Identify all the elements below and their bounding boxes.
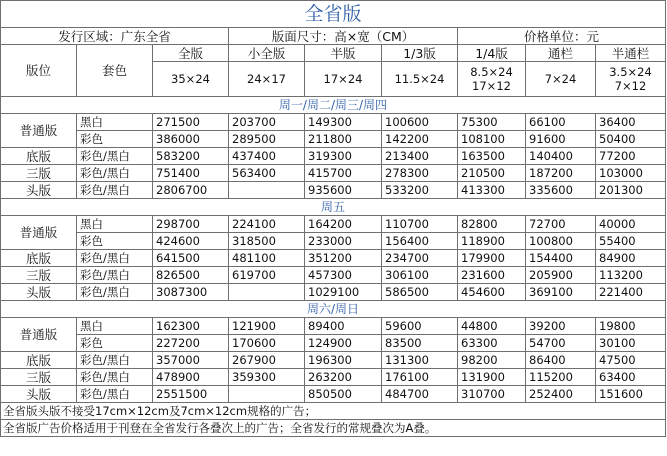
price-cell: 140400 <box>526 148 596 165</box>
color-cell: 黑白 <box>77 216 153 233</box>
price-cell: 619700 <box>229 267 305 284</box>
price-cell: 36400 <box>596 114 666 131</box>
price-cell: 82800 <box>458 216 526 233</box>
price-cell: 149300 <box>305 114 382 131</box>
price-cell: 2806700 <box>153 182 229 199</box>
section-label: 周六/周日 <box>1 301 666 318</box>
price-cell: 179900 <box>458 250 526 267</box>
position-cell: 三版 <box>1 165 77 182</box>
price-cell: 233000 <box>305 233 382 250</box>
price-cell: 484700 <box>382 386 458 403</box>
price-cell: 44800 <box>458 318 526 335</box>
price-cell: 563400 <box>229 165 305 182</box>
price-row <box>1 114 666 131</box>
position-header: 版位 <box>1 45 77 97</box>
section-row <box>1 301 666 318</box>
price-row <box>1 216 666 233</box>
position-cell: 头版 <box>1 182 77 199</box>
price-cell: 47500 <box>596 352 666 369</box>
price-row <box>1 131 666 148</box>
price-cell: 457300 <box>305 267 382 284</box>
price-row <box>1 250 666 267</box>
position-cell: 三版 <box>1 267 77 284</box>
price-cell: 2551500 <box>153 386 229 403</box>
color-cell: 彩色 <box>77 335 153 352</box>
price-cell: 83500 <box>382 335 458 352</box>
price-cell: 357000 <box>153 352 229 369</box>
price-cell: 319300 <box>305 148 382 165</box>
price-cell: 850500 <box>305 386 382 403</box>
color-cell: 彩色/黑白 <box>77 182 153 199</box>
position-cell: 底版 <box>1 250 77 267</box>
size-value: 17×24 <box>323 71 363 86</box>
info-row <box>1 28 666 45</box>
price-cell: 252400 <box>526 386 596 403</box>
column-size <box>229 62 305 97</box>
price-cell <box>229 386 305 403</box>
column-name: 半通栏 <box>596 45 666 62</box>
price-cell: 306100 <box>382 267 458 284</box>
price-cell: 263200 <box>305 369 382 386</box>
note-text: 全省版头版不接受17cm×12cm及7cm×12cm规格的广告； <box>1 403 666 420</box>
price-cell: 63400 <box>596 369 666 386</box>
size-value-alt: 7×12 <box>614 79 647 93</box>
price-row <box>1 318 666 335</box>
price-cell: 39200 <box>526 318 596 335</box>
price-row <box>1 335 666 352</box>
color-cell: 彩色 <box>77 233 153 250</box>
price-cell: 72700 <box>526 216 596 233</box>
section-row <box>1 97 666 114</box>
column-size <box>305 62 382 97</box>
price-cell: 103000 <box>596 165 666 182</box>
unit-label: 价格单位：元 <box>458 28 666 45</box>
size-label: 版面尺寸：高×宽（CM） <box>229 28 458 45</box>
price-cell: 100800 <box>526 233 596 250</box>
note-row <box>1 420 666 437</box>
price-cell: 50400 <box>596 131 666 148</box>
price-cell: 205900 <box>526 267 596 284</box>
column-name: 半版 <box>305 45 382 62</box>
position-cell: 底版 <box>1 352 77 369</box>
price-cell: 110700 <box>382 216 458 233</box>
price-cell: 386000 <box>153 131 229 148</box>
price-row <box>1 267 666 284</box>
price-cell: 77200 <box>596 148 666 165</box>
color-cell: 彩色/黑白 <box>77 369 153 386</box>
price-cell: 267900 <box>229 352 305 369</box>
price-cell: 413300 <box>458 182 526 199</box>
section-label: 周五 <box>1 199 666 216</box>
price-cell: 3087300 <box>153 284 229 301</box>
price-cell: 641500 <box>153 250 229 267</box>
price-cell: 359300 <box>229 369 305 386</box>
column-name-row <box>1 45 666 62</box>
price-cell: 108100 <box>458 131 526 148</box>
section-label: 周一/周二/周三/周四 <box>1 97 666 114</box>
price-cell: 66100 <box>526 114 596 131</box>
price-cell: 234700 <box>382 250 458 267</box>
price-cell: 151600 <box>596 386 666 403</box>
price-cell: 271500 <box>153 114 229 131</box>
price-cell: 176100 <box>382 369 458 386</box>
price-cell: 170600 <box>229 335 305 352</box>
title-row <box>1 1 666 28</box>
price-table-body <box>1 1 666 437</box>
position-cell: 普通版 <box>1 216 77 250</box>
price-cell: 124900 <box>305 335 382 352</box>
note-row <box>1 403 666 420</box>
price-cell: 478900 <box>153 369 229 386</box>
column-size <box>458 62 526 97</box>
price-cell: 163500 <box>458 148 526 165</box>
price-cell: 278300 <box>382 165 458 182</box>
price-cell: 142200 <box>382 131 458 148</box>
price-cell: 351200 <box>305 250 382 267</box>
price-cell: 113200 <box>596 267 666 284</box>
price-cell: 75300 <box>458 114 526 131</box>
page-title: 全省版 <box>1 1 666 28</box>
price-cell: 335600 <box>526 182 596 199</box>
price-cell: 196300 <box>305 352 382 369</box>
price-cell: 63300 <box>458 335 526 352</box>
price-cell: 210500 <box>458 165 526 182</box>
price-cell: 55400 <box>596 233 666 250</box>
price-cell: 369100 <box>526 284 596 301</box>
price-row <box>1 165 666 182</box>
position-cell: 底版 <box>1 148 77 165</box>
column-size <box>596 62 666 97</box>
price-cell: 1029100 <box>305 284 382 301</box>
price-cell: 118900 <box>458 233 526 250</box>
column-name: 通栏 <box>526 45 596 62</box>
position-cell: 普通版 <box>1 318 77 352</box>
price-cell: 289500 <box>229 131 305 148</box>
price-cell: 84900 <box>596 250 666 267</box>
column-size <box>153 62 229 97</box>
price-cell: 154400 <box>526 250 596 267</box>
price-cell: 221400 <box>596 284 666 301</box>
price-cell: 586500 <box>382 284 458 301</box>
position-cell: 头版 <box>1 386 77 403</box>
price-row <box>1 369 666 386</box>
section-row <box>1 199 666 216</box>
size-value: 24×17 <box>247 71 286 86</box>
price-cell: 227200 <box>153 335 229 352</box>
color-cell: 彩色/黑白 <box>77 267 153 284</box>
price-cell: 162300 <box>153 318 229 335</box>
size-value-alt: 17×12 <box>472 79 511 93</box>
size-value: 11.5×24 <box>394 71 445 86</box>
column-name: 小全版 <box>229 45 305 62</box>
size-value: 7×24 <box>544 71 577 86</box>
column-size <box>526 62 596 97</box>
price-cell: 121900 <box>229 318 305 335</box>
column-name: 1/3版 <box>382 45 458 62</box>
price-cell: 164200 <box>305 216 382 233</box>
column-name: 全版 <box>153 45 229 62</box>
price-cell: 211800 <box>305 131 382 148</box>
size-value: 8.5×24 <box>470 65 513 79</box>
price-cell: 224100 <box>229 216 305 233</box>
price-cell: 54700 <box>526 335 596 352</box>
note-text: 全省版广告价格适用于刊登在全省发行各叠次上的广告；全省发行的常规叠次为A叠。 <box>1 420 666 437</box>
column-size <box>382 62 458 97</box>
price-cell: 91600 <box>526 131 596 148</box>
price-cell: 98200 <box>458 352 526 369</box>
price-cell: 19800 <box>596 318 666 335</box>
price-cell: 826500 <box>153 267 229 284</box>
price-cell: 415700 <box>305 165 382 182</box>
price-cell: 156400 <box>382 233 458 250</box>
color-cell: 彩色/黑白 <box>77 250 153 267</box>
price-cell: 310700 <box>458 386 526 403</box>
size-value: 3.5×24 <box>609 65 652 79</box>
size-value: 35×24 <box>171 71 210 86</box>
price-cell: 318500 <box>229 233 305 250</box>
price-cell: 231600 <box>458 267 526 284</box>
color-cell: 彩色/黑白 <box>77 352 153 369</box>
color-cell: 彩色/黑白 <box>77 386 153 403</box>
color-cell: 彩色/黑白 <box>77 165 153 182</box>
price-cell: 481100 <box>229 250 305 267</box>
color-header: 套色 <box>77 45 153 97</box>
price-row <box>1 233 666 250</box>
price-cell: 40000 <box>596 216 666 233</box>
price-row <box>1 148 666 165</box>
price-cell: 424600 <box>153 233 229 250</box>
price-cell: 437400 <box>229 148 305 165</box>
price-row <box>1 182 666 199</box>
price-cell: 751400 <box>153 165 229 182</box>
price-cell: 935600 <box>305 182 382 199</box>
price-cell: 454600 <box>458 284 526 301</box>
color-cell: 黑白 <box>77 318 153 335</box>
color-cell: 彩色/黑白 <box>77 148 153 165</box>
color-cell: 彩色/黑白 <box>77 284 153 301</box>
price-cell: 187200 <box>526 165 596 182</box>
color-cell: 黑白 <box>77 114 153 131</box>
price-cell <box>229 284 305 301</box>
color-cell: 彩色 <box>77 131 153 148</box>
column-name: 1/4版 <box>458 45 526 62</box>
price-cell: 86400 <box>526 352 596 369</box>
price-row <box>1 352 666 369</box>
price-cell: 203700 <box>229 114 305 131</box>
price-cell: 213400 <box>382 148 458 165</box>
price-cell: 59600 <box>382 318 458 335</box>
price-cell: 115200 <box>526 369 596 386</box>
price-cell: 201300 <box>596 182 666 199</box>
region-label: 发行区域：广东全省 <box>1 28 229 45</box>
price-cell: 30100 <box>596 335 666 352</box>
price-cell: 533200 <box>382 182 458 199</box>
position-cell: 普通版 <box>1 114 77 148</box>
price-row <box>1 284 666 301</box>
price-cell: 89400 <box>305 318 382 335</box>
price-cell: 131300 <box>382 352 458 369</box>
position-cell: 头版 <box>1 284 77 301</box>
position-cell: 三版 <box>1 369 77 386</box>
price-cell: 298700 <box>153 216 229 233</box>
price-row <box>1 386 666 403</box>
price-cell: 583200 <box>153 148 229 165</box>
price-cell: 100600 <box>382 114 458 131</box>
price-cell: 131900 <box>458 369 526 386</box>
price-cell <box>229 182 305 199</box>
